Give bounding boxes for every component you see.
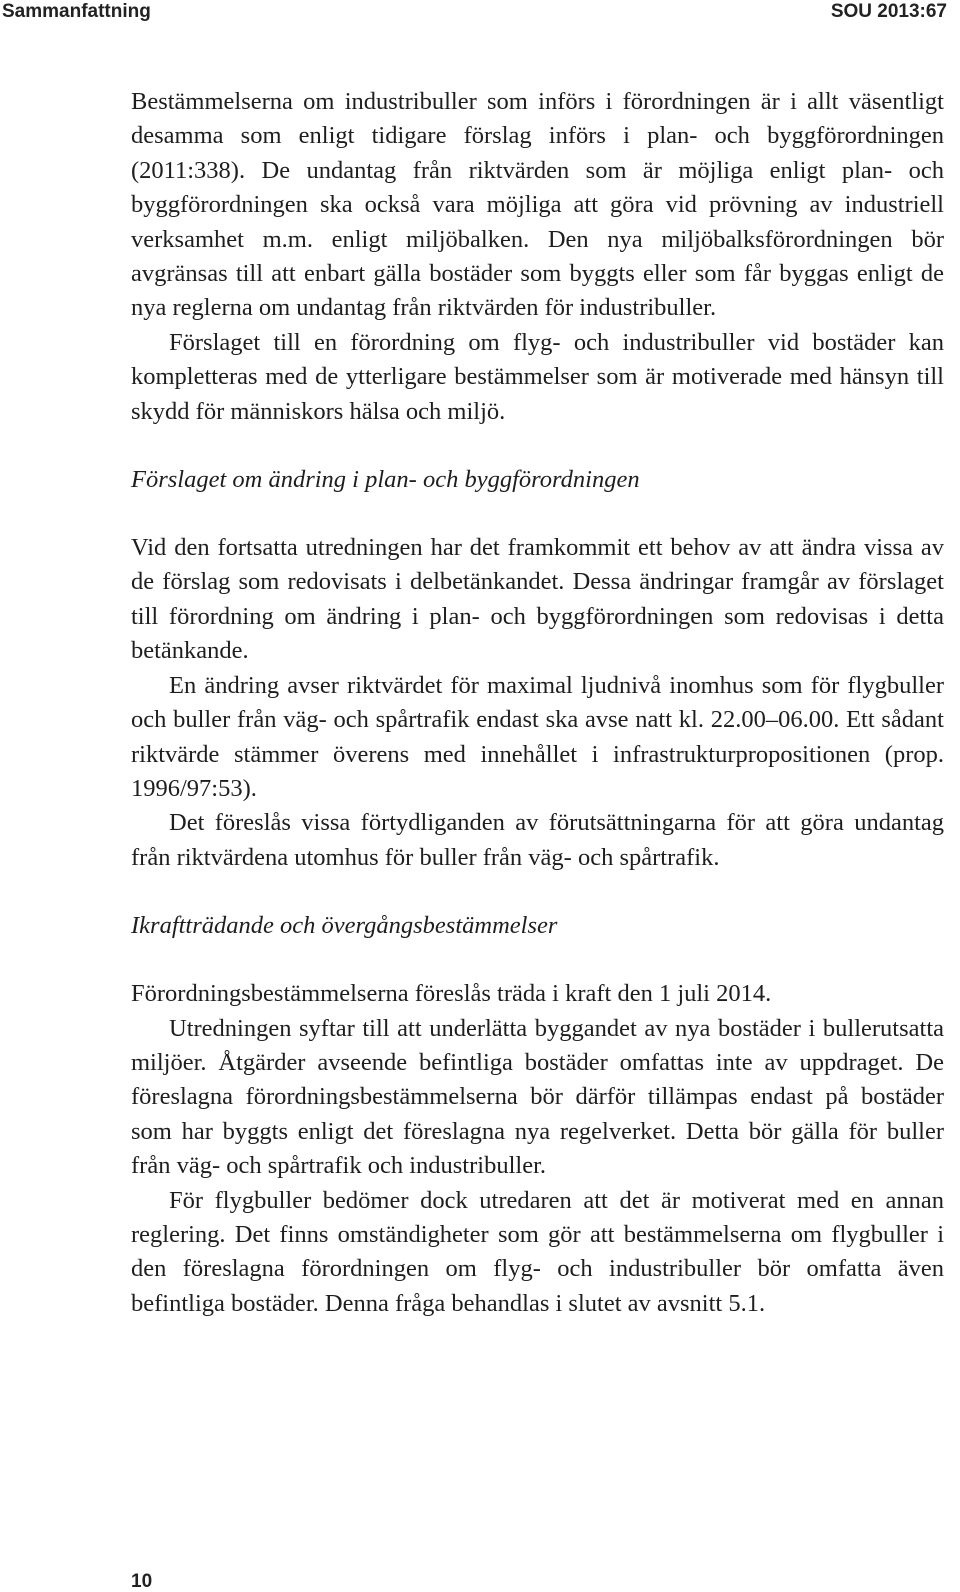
paragraph-fortydliganden: Det föreslås vissa förtydliganden av förutsättningarna för att göra undantag från riktvärdena utomhus för buller från väg- och spårtrafik. xyxy=(131,809,944,871)
running-header xyxy=(0,0,960,26)
section-heading-pbf: Förslaget om ändring i plan- och byggförordningen xyxy=(131,466,640,494)
section-heading-ikrafttradande: Ikraftträdande och övergångsbestämmelser xyxy=(131,912,558,940)
paragraph-industribuller: Bestämmelserna om industribuller som införs i förordningen är i allt väsentligt desamma som enligt tidigare förslag införs i plan- och byggförordningen (2011:338). De undantag från riktvärden som är möjliga enligt plan- och byggförordningen ska också vara möjliga att göra vid prövning av industriell verksamhet m.m. enligt miljöbalken. Den nya miljöbalksförordningen bör avgränsas till att enbart gälla bostäder som byggts eller som får byggas enligt de nya reglerna om undantag från riktvärden för industribuller. xyxy=(131,88,944,322)
paragraph-trada-i-kraft: Förordningsbestämmelserna föreslås träda i kraft den 1 juli 2014. xyxy=(131,980,772,1008)
page-body xyxy=(131,85,944,1321)
paragraph-fortsatta-utredningen: Vid den fortsatta utredningen har det framkommit ett behov av att ändra vissa av de förslag som redovisats i delbetänkandet. Dessa ändringar framgår av förslaget till förordning om ändring i plan- och byggförordningen som redovisas i detta betänkande. xyxy=(131,534,944,665)
paragraph-riktvardet: En ändring avser riktvärdet för maximal ljudnivå inomhus som för flygbuller och buller från väg- och spårtrafik endast ska avse natt kl. 22.00–06.00. Ett sådant riktvärde stämmer överens med innehållet i infrastrukturpropositionen (prop. 1996/97:53). xyxy=(131,671,944,802)
paragraph-flygbuller: För flygbuller bedömer dock utredaren att det är motiverat med en annan reglering. Det finns omständigheter som gör att bestämmelserna om flygbuller i den föreslagna förordningen om flyg- och industribuller bör omfatta även befintliga bostäder. Denna fråga behandlas i slutet av avsnitt 5.1. xyxy=(131,1186,944,1317)
paragraph-forslaget-forordning: Förslaget till en förordning om flyg- och industribuller vid bostäder kan kompletteras med de ytterligare bestämmelser som är motiverade med hänsyn till skydd för människors hälsa och miljö. xyxy=(131,328,944,425)
paragraph-utredningen-syftar: Utredningen syftar till att underlätta byggandet av nya bostäder i bullerutsatta miljöer. Åtgärder avseende befintliga bostäder omfattas inte av uppdraget. De föreslagna förordningsbestämmelserna bör därför tillämpas endast på bostäder som har byggts enligt det föreslagna nya regelverket. Detta bör gälla för buller från väg- och spårtrafik och industribuller. xyxy=(131,1014,944,1180)
header-section-title: Sammanfattning xyxy=(2,1,151,22)
page-number: 10 xyxy=(131,1571,153,1592)
header-report-number: SOU 2013:67 xyxy=(830,1,947,22)
